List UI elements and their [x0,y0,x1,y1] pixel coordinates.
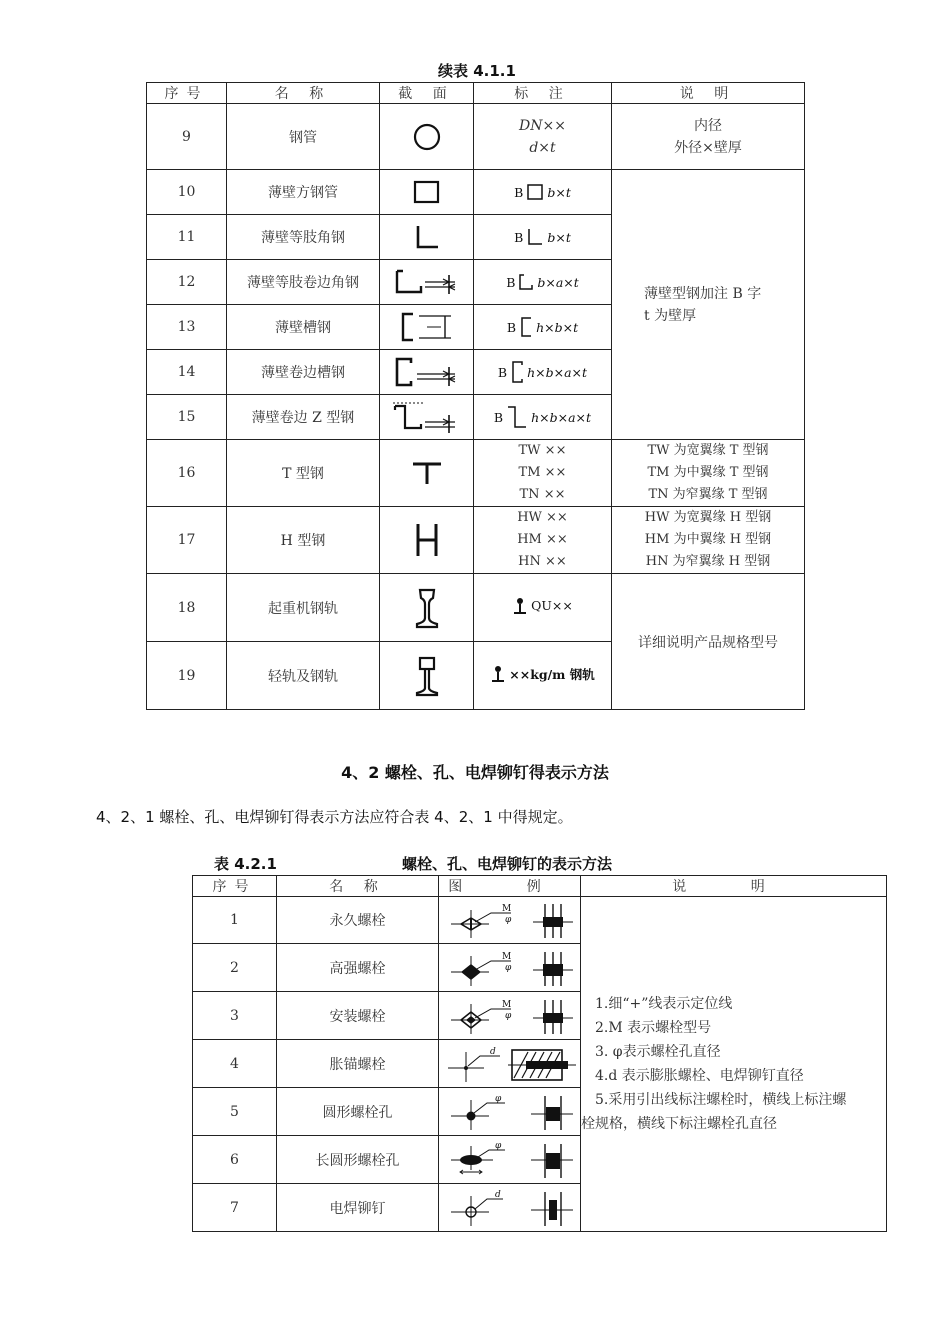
slotted-bolt-hole-icon [439,1136,581,1184]
header-name: 名 称 [227,83,380,104]
header-section: 截 面 [380,83,474,104]
permanent-bolt-icon [439,897,581,944]
mark-line: TN ×× [519,487,566,502]
mark-line: TM ×× [518,465,567,480]
expansion-anchor-bolt-icon [439,1040,581,1088]
section-steel-table [146,82,805,710]
crane-rail-icon [380,574,474,642]
row-no: 6 [193,1136,277,1184]
header-note: 说 明 [612,83,805,104]
diameter-label: φ [504,962,511,973]
table2-caption-number: 表 4.2.1 [214,855,277,873]
row-mark [474,440,612,507]
row-no: 13 [147,305,227,350]
mark-line: HW ×× [517,510,568,525]
table-row [147,574,805,642]
table-header-row [147,83,805,104]
row-name: 起重机钢轨 [227,574,380,642]
note-line: t 为壁厚 [644,307,697,324]
row-name: 安装螺栓 [277,992,439,1040]
header-name: 名 称 [277,876,439,897]
mark-text: b×t [547,229,571,245]
row-name: H 型钢 [227,507,380,574]
note-line: HM 为中翼缘 H 型钢 [644,532,772,547]
welded-rivet-icon [439,1184,581,1232]
group-note-thin-wall [612,170,805,440]
row-no: 17 [147,507,227,574]
row-no: 3 [193,992,277,1040]
note-line: TW 为宽翼缘 T 型钢 [647,443,769,458]
row-no: 14 [147,350,227,395]
row-name: 胀锚螺栓 [277,1040,439,1088]
row-mark [474,395,612,440]
row-mark [474,170,612,215]
channel-mini-icon [519,316,533,338]
row-no: 12 [147,260,227,305]
note-line: 2.M 表示螺栓型号 [595,1020,712,1036]
lipped-angle-mini-icon [518,273,534,291]
group-note-rail: 详细说明产品规格型号 [612,574,805,710]
circle-section-icon [380,104,474,170]
square-section-icon [380,170,474,215]
mark-text: QU×× [531,598,573,613]
row-no: 11 [147,215,227,260]
note-line: HW 为宽翼缘 H 型钢 [644,510,772,525]
z-section-icon [380,395,474,440]
row-no: 9 [147,104,227,170]
row-mark [474,350,612,395]
diameter-label: φ [494,1140,501,1151]
row-name: 薄壁槽钢 [227,305,380,350]
mark-prefix: B [514,184,524,200]
lipped-channel-mini-icon [510,360,524,384]
diameter-label: d [489,1046,496,1057]
t-section-icon [380,440,474,507]
note-line: 内径 [694,117,722,134]
square-mini-icon [526,183,544,201]
diameter-label: φ [504,915,511,925]
table-row [147,170,805,215]
table-header-row [193,876,887,897]
row-mark [474,215,612,260]
lipped-angle-section-icon [380,260,474,305]
note-line: TN 为窄翼缘 T 型钢 [648,487,768,502]
mark-text: b×a×t [537,274,579,290]
diameter-label: φ [494,1093,501,1104]
erection-bolt-icon [439,992,581,1040]
note-line: 栓规格，横线下标注螺栓孔直径 [581,1116,777,1132]
row-no: 4 [193,1040,277,1088]
row-no: 18 [147,574,227,642]
mark-text: h×b×a×t [531,409,592,425]
light-rail-icon [380,642,474,710]
rail-mini-icon [490,664,506,684]
table-row [147,440,805,507]
z-mini-icon [506,405,528,429]
channel-section-icon [380,305,474,350]
row-mark [474,642,612,710]
row-name: 薄壁等肢角钢 [227,215,380,260]
high-strength-bolt-icon [439,944,581,992]
mark-text: h×b×a×t [527,364,588,380]
row-no: 7 [193,1184,277,1232]
table-row [147,507,805,574]
row-no: 5 [193,1088,277,1136]
row-note [612,440,805,507]
mark-prefix: B [497,364,508,380]
header-mark: 标 注 [474,83,612,104]
row-note [612,507,805,574]
note-line: 1.细“+”线表示定位线 [595,996,733,1012]
row-mark [474,507,612,574]
row-name: 电焊铆钉 [277,1184,439,1232]
bolt-symbol-table [192,875,887,1232]
row-name: 薄壁卷边 Z 型钢 [227,395,380,440]
mark-text: b×t [547,184,571,200]
row-mark [474,305,612,350]
header-no: 序号 [147,83,227,104]
mark-text: ××kg/m 钢轨 [509,666,595,682]
row-name: 永久螺栓 [277,897,439,944]
row-name: 钢管 [227,104,380,170]
note-line: 5.采用引出线标注螺栓时，横线上标注螺 [595,1092,847,1108]
diameter-label: d [494,1189,501,1200]
row-name: 轻轨及钢轨 [227,642,380,710]
round-bolt-hole-icon [439,1088,581,1136]
row-name: T 型钢 [227,440,380,507]
row-name: 长圆形螺栓孔 [277,1136,439,1184]
row-name: 薄壁等肢卷边角钢 [227,260,380,305]
row-mark [474,260,612,305]
row-name: 高强螺栓 [277,944,439,992]
row-mark [474,574,612,642]
diameter-label: φ [504,1010,511,1021]
header-note: 说 明 [581,876,887,897]
section-heading: 4、2 螺栓、孔、电焊铆钉得表示方法 [341,763,609,782]
note-line: 外径×壁厚 [674,139,742,156]
mark-line: d×t [529,139,556,156]
rail-mini-icon [512,596,528,616]
mark-prefix: B [506,319,517,335]
row-name: 圆形螺栓孔 [277,1088,439,1136]
angle-mini-icon [526,228,544,246]
h-section-icon [380,507,474,574]
row-name: 薄壁方钢管 [227,170,380,215]
angle-section-icon [380,215,474,260]
size-label: M [501,999,511,1010]
section-paragraph: 4、2、1 螺栓、孔、电焊铆钉得表示方法应符合表 4、2、1 中得规定。 [96,808,573,826]
row-no: 19 [147,642,227,710]
note-line: TM 为中翼缘 T 型钢 [647,465,769,480]
row-no: 10 [147,170,227,215]
bolt-notes [581,897,887,1232]
size-label: M [501,904,511,914]
mark-line: TW ×× [518,443,567,458]
mark-line: HM ×× [517,532,568,547]
row-name: 薄壁卷边槽钢 [227,350,380,395]
row-note [612,104,805,170]
mark-line: DN×× [519,117,566,134]
row-no: 1 [193,897,277,944]
mark-prefix: B [514,229,524,245]
mark-prefix: B [506,274,516,290]
note-line: 薄壁型钢加注 B 字 [644,285,762,302]
header-legend: 图 例 [439,876,581,897]
size-label: M [501,951,511,962]
mark-text: h×b×t [536,319,579,335]
table-row [193,897,887,944]
mark-line: HN ×× [518,554,567,569]
note-line: 3. φ表示螺栓孔直径 [595,1044,721,1060]
row-no: 2 [193,944,277,992]
note-line: 4.d 表示膨胀螺栓、电焊铆钉直径 [595,1068,804,1084]
header-no: 序号 [193,876,277,897]
table1-caption: 续表 4.1.1 [438,62,516,80]
table2-caption-title: 螺栓、孔、电焊铆钉的表示方法 [402,855,613,873]
row-mark [474,104,612,170]
row-no: 16 [147,440,227,507]
note-line: HN 为窄翼缘 H 型钢 [645,554,771,569]
table-row [147,104,805,170]
mark-prefix: B [493,409,504,425]
row-no: 15 [147,395,227,440]
lipped-channel-section-icon [380,350,474,395]
